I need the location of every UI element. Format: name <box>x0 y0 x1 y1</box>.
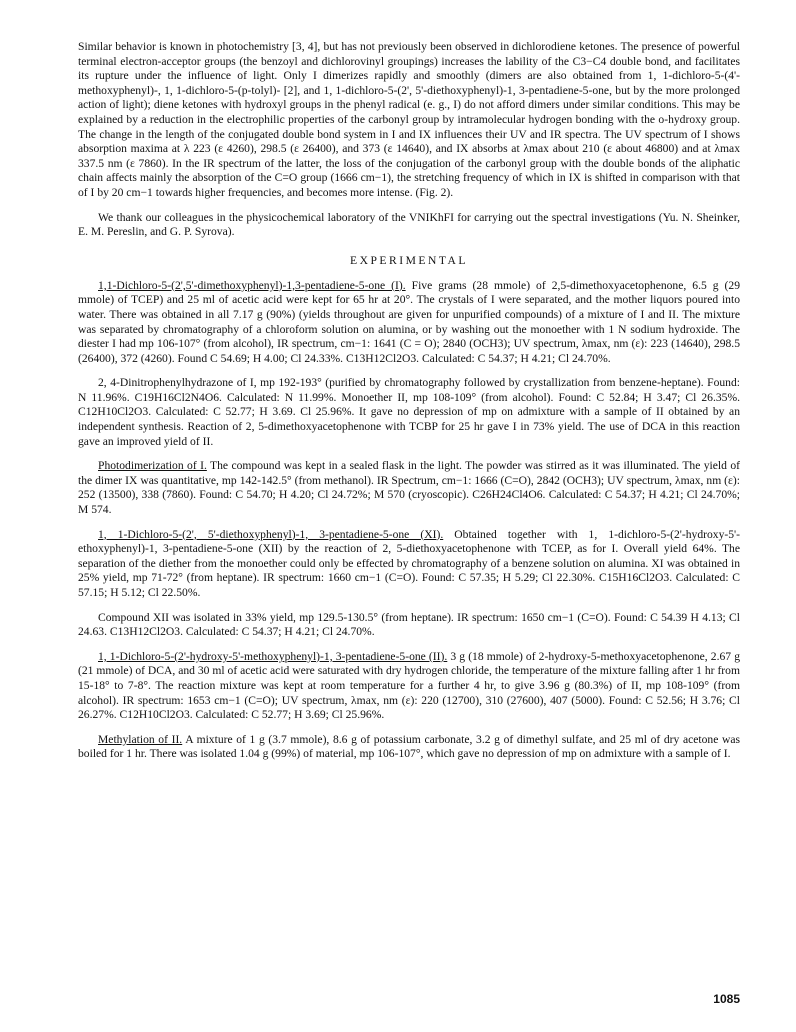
compound-i-title: 1,1-Dichloro-5-(2',5'-dimethoxyphenyl)-1,3-pentadiene-5-one (I). <box>98 278 406 292</box>
paragraph-compound-xii: Compound XII was isolated in 33% yield, mp 129.5-130.5° (from heptane). IR spectrum: 1650 cm−1 (C=O). Found: C 54.39 H 4.13; Cl 24.63. C13H12Cl2O3. Calculated: C 54.37; H 4.21; Cl 24.70%. <box>78 610 740 639</box>
photodimerization-text: The compound was kept in a sealed flask in the light. The powder was stirred as it was illuminated. The yield of the dimer IX was quantitative, mp 142-142.5° (from methanol). IR Spectrum, cm−1: 1666 (C=O), 2842 (OCH3); UV spectrum, λmax, nm (ε): 252 (13500), 338 (7860). Found: C 54.70; H 4.20; Cl 24.72%; M 570 (cryoscopic). C26H24Cl4O6. Calculated: C 54.37; H 4.21; Cl 24.70%; M 574. <box>78 459 740 517</box>
methylation-title: Methylation of II. <box>98 732 183 746</box>
section-heading-experimental: EXPERIMENTAL <box>350 253 468 267</box>
page-body <box>78 40 740 762</box>
methylation-text: A mixture of 1 g (3.7 mmole), 8.6 g of potassium carbonate, 3.2 g of dimethyl sulfate, and 25 ml of dry acetone was boiled for 1 hr. There was isolated 1.04 g (99%) of material, mp 106-107°, which gave no depression of mp on admixture with a sample of I. <box>78 732 741 761</box>
paragraph-compound-ii <box>78 650 740 723</box>
compound-xi-title: 1, 1-Dichloro-5-(2', 5'-diethoxyphenyl)-1, 3-pentadiene-5-one (XI). <box>98 527 444 541</box>
compound-i-text: Five grams (28 mmole) of 2,5-dimethoxyacetophenone, 6.5 g (29 mmole) of TCEP) and 25 ml of acetic acid were kept for 65 hr at 20°. The crystals of I were separated, and the mother liquors poured into water. There was obtained in all 7.17 g (90%) (yields throughout are given for unpurified compounds) of a mixture of I and II. The mixture was separated by chromatography of a chloroform solution on alumina, or by washing out the monoether with 1 N sodium hydroxide. The diester I had mp 106-107° (from alcohol), IR spectrum, cm−1: 1641 (C = O); 2840 (OCH3); UV spectrum, λmax, nm (ε): 223 (14640), 298.5 (26400), 372 (4260). Found C 54.69; H 4.00; Cl 24.33%. C13H12Cl2O3. Calculated: C 54.37; H 4.21; Cl 24.70%. <box>78 278 740 365</box>
page-number: 1085 <box>713 992 740 1006</box>
compound-ii-text: 3 g (18 mmole) of 2-hydroxy-5-methoxyacetophenone, 2.67 g (21 mmole) of DCA, and 30 ml of acetic acid were saturated with dry hydrogen chloride, the temperature of the mixture falling after 1 hr from 15-18° to 7-8°. The reaction mixture was kept at room temperature for a further 4 hr, to give 3.96 g (80.3%) of II, mp 108-109° (from alcohol). IR spectrum: 1653 cm−1 (C=O); UV spectrum, λmax, nm (ε): 220 (12700), 310 (27600), 407 (5000). Found: C 52.56; H 3.76; Cl 26.27%. C12H10Cl2O3. Calculated: C 52.77; H 3.69; Cl 25.96%. <box>78 649 741 722</box>
compound-ii-title: 1, 1-Dichloro-5-(2'-hydroxy-5'-methoxyphenyl)-1, 3-pentadiene-5-one (II). <box>98 649 448 663</box>
paragraph-acknowledgment: We thank our colleagues in the physicochemical laboratory of the VNIKhFI for carrying out the spectral investigations (Yu. N. Sheinker, E. M. Pereslin, and G. P. Syrova). <box>78 210 740 239</box>
paragraph-dinitrophenylhydrazone: 2, 4-Dinitrophenylhydrazone of I, mp 192-193° (purified by chromatography followed by crystallization from benzene-heptane). Found: N 11.96%. C19H16Cl2N4O6. Calculated: N 11.99%. Monoether II, mp 108-109° (from alcohol). Found: C 52.84; H 3.47; Cl 26.35%. C12H10Cl2O3. Calculated: C 52.77; H 3.69. Cl 25.96%. It gave no depression of mp on admixture with a sample of II obtained by an independent synthesis. Reaction of 2, 5-dimethoxyacetophenone with TCBP for 25 hr gave I in 73% yield. The use of DCA in this reaction gave an improved yield of II. <box>78 376 740 448</box>
paragraph-compound-xi <box>78 528 740 601</box>
paragraph-methylation <box>78 733 740 762</box>
paragraph-compound-i <box>78 279 740 367</box>
paragraph-discussion: Similar behavior is known in photochemistry [3, 4], but has not previously been observed in dichlorodiene ketones. The presence of powerful terminal electron-acceptor groups (the benzoyl and dichlorovinyl groupings) increases the lability of the C3−C4 double bond, and facilitates its rupture under the influence of light. Only I dimerizes rapidly and smoothly (dimers are also obtained from 1, 1-dichloro-5-(4'-methoxyphenyl)-, 1, 1-dichloro-5-(p-tolyl)- [2], and 1, 1-dichloro-5-(2', 5'-diethoxyphenyl)-1, 3-pentadiene-5-one, but by the more prolonged action of light); diene ketones with hydroxyl groups in the phenyl radical (e. g., I) do not afford dimers under similar conditions. This may be explained by a reduction in the electrophilic properties of the carbonyl group by intramolecular hydrogen bonding with the o-hydroxy group. The change in the length of the conjugated double bond system in I and IX influences their UV and IR spectra. The UV spectrum of I shows absorption maxima at λ 223 (ε 4260), 298.5 (ε 26400), and 373 (ε 14640), and IX absorbs at λmax about 210 (ε about 46800) and at λmax 337.5 nm (ε 7860). In the IR spectrum of the latter, the loss of the conjugation of the carbonyl group with the double bonds of the aliphatic chain affects mainly the absorption of the C=O group (1666 cm−1), the stretching frequency of which in IX is shifted in comparison with that of I by 20 cm−1 towards higher frequencies, and becomes more intense. (Fig. 2). <box>78 40 740 199</box>
paragraph-photodimerization <box>78 459 740 517</box>
compound-xi-text: Obtained together with 1, 1-dichloro-5-(2'-hydroxy-5'-ethoxyphenyl)-1, 3-pentadiene-5-one (XII) by the reaction of 2, 5-diethoxyacetophenone with TCEP, as for I. Overall yield 64%. The separation of the diether from the monoether could only be effected by chromatography of a benzene solution on alumina. XI was obtained in 25% yield, mp 71-72° (from heptane). IR spectrum: 1660 cm−1 (C=O). Found: C 57.35; H 5.29; Cl 22.30%. C15H16Cl2O3. Calculated: C 57.15; H 5.12; Cl 22.50%. <box>78 527 740 599</box>
photodimerization-title: Photodimerization of I. <box>98 459 207 473</box>
